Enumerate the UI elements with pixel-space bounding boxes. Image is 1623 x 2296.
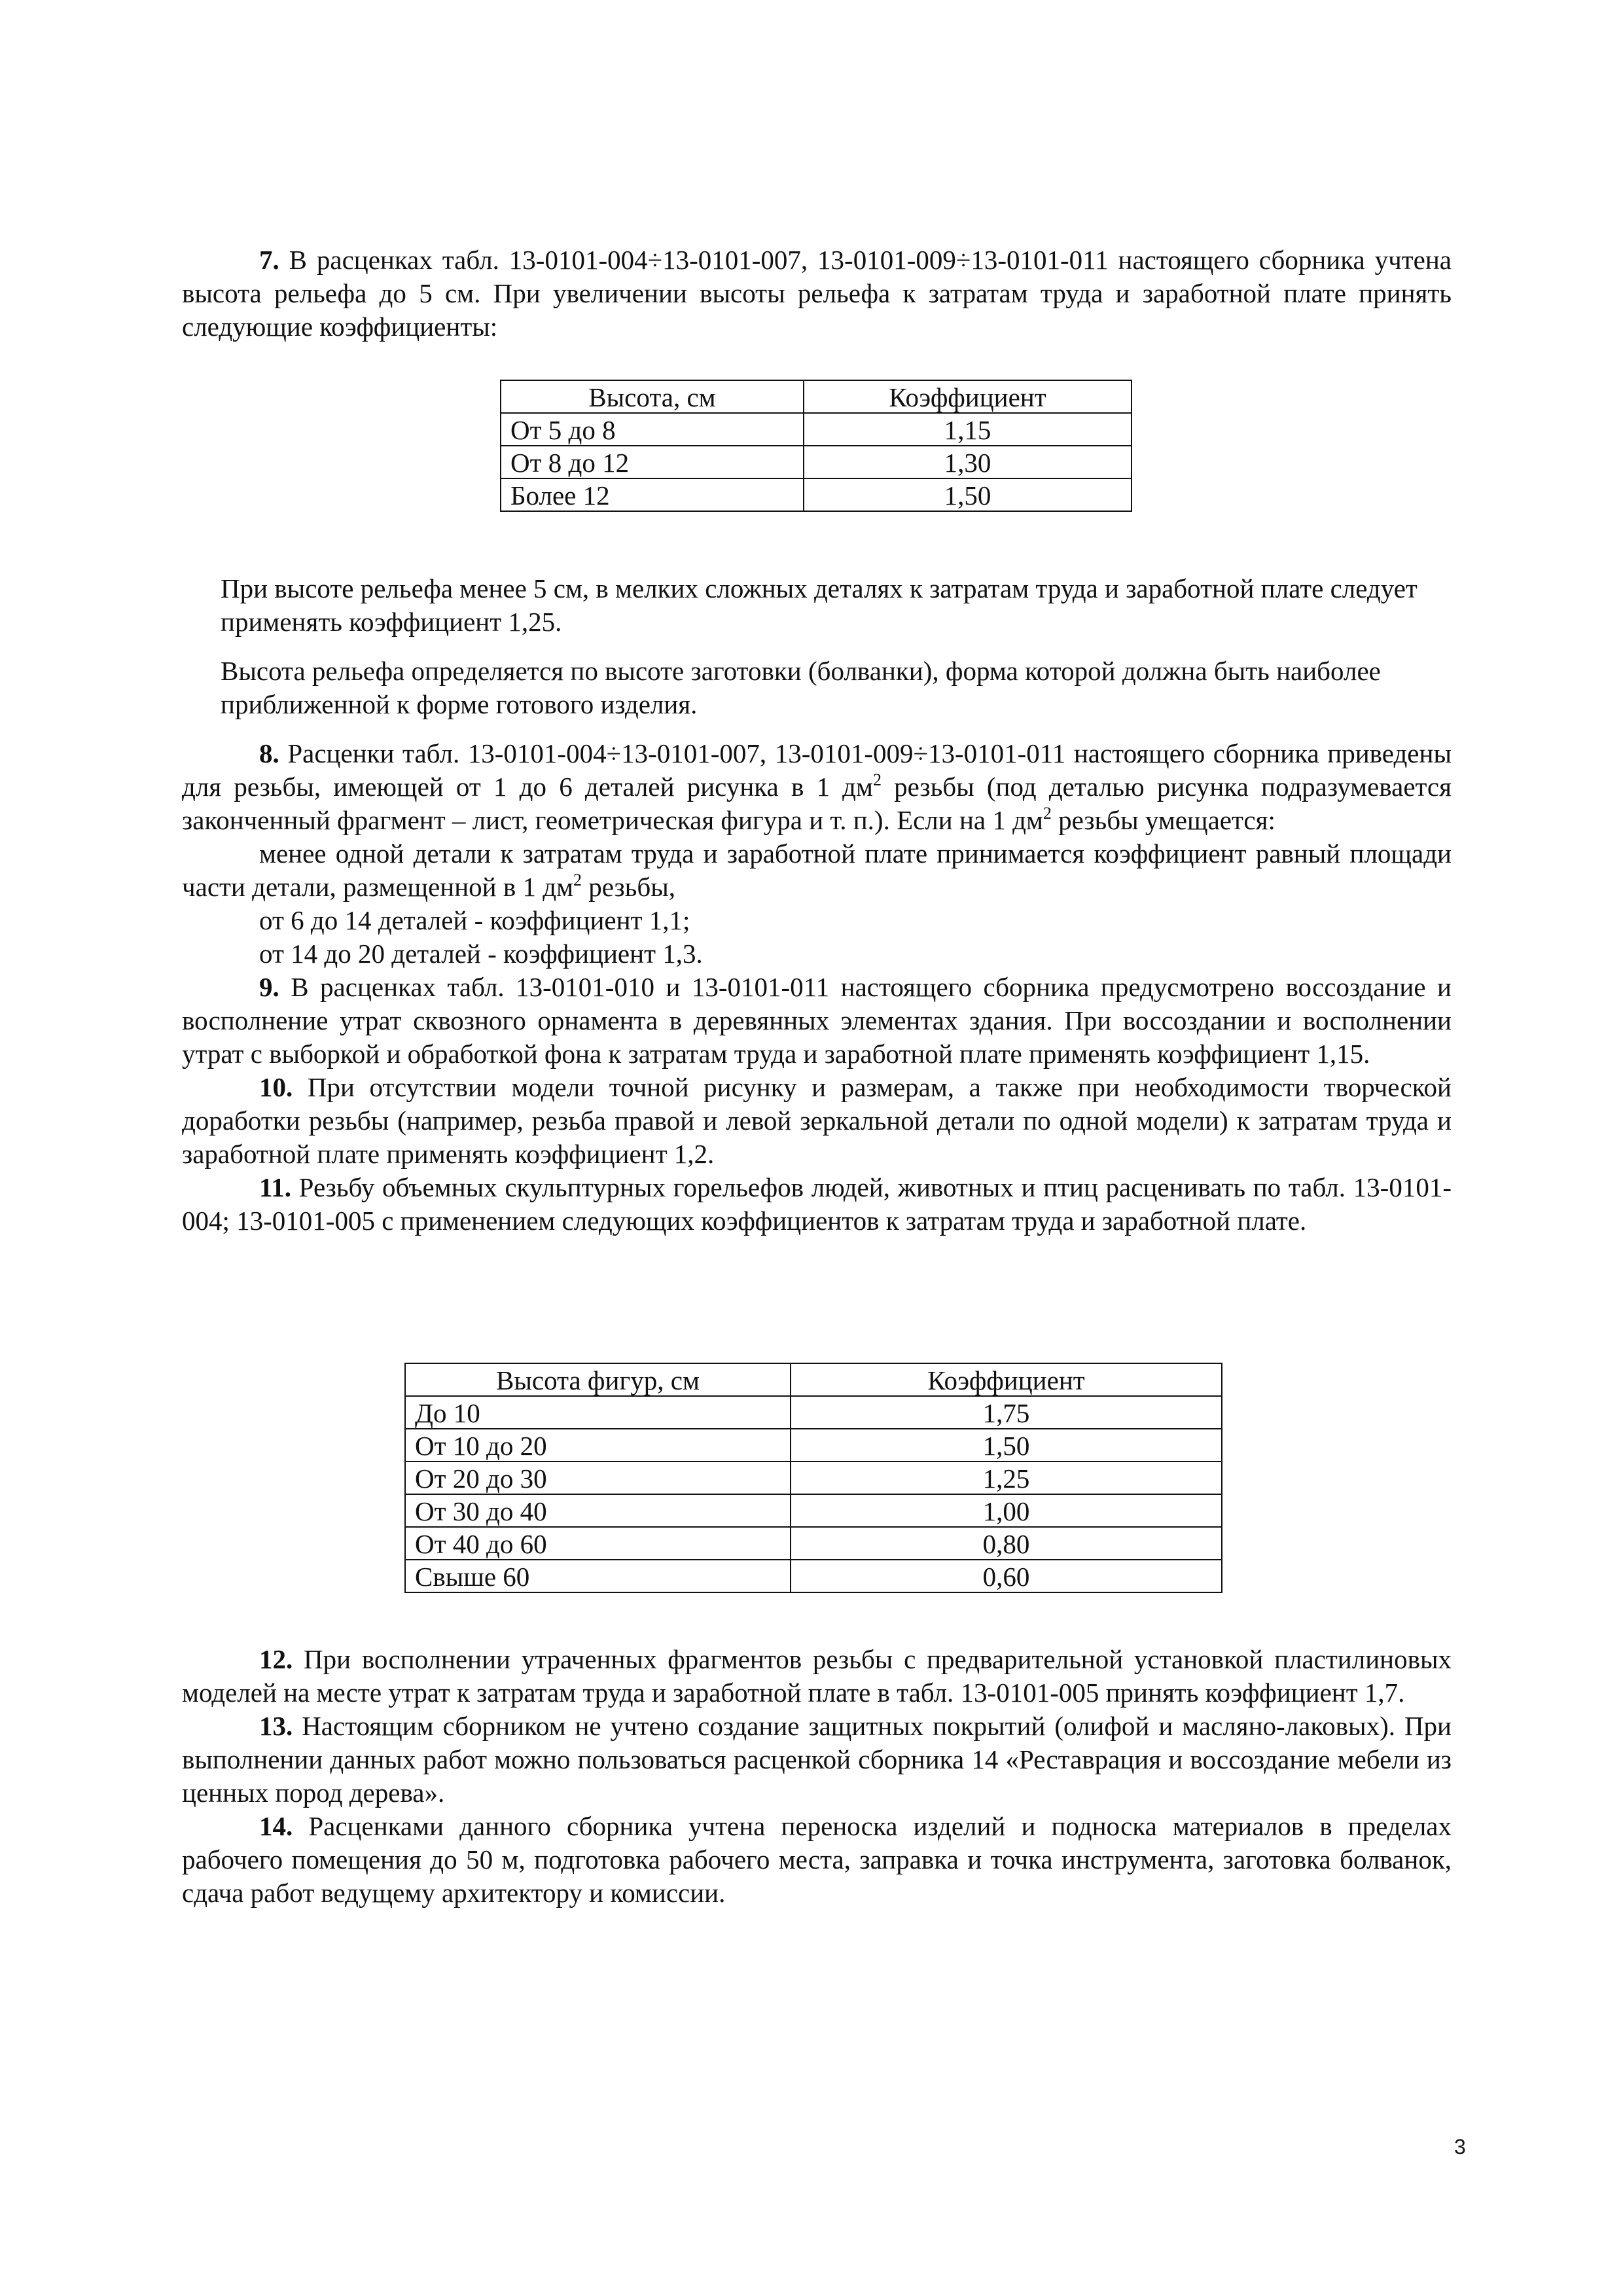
- table-cell: До 10: [405, 1396, 791, 1429]
- table-cell: 1,00: [791, 1494, 1222, 1527]
- paragraph-9-text: В расценках табл. 13-0101-010 и 13-0101-011 настоящего сборника предусмотрено воссоздание и восполнение утрат сквозного орнамента в деревянных элементах здания. При воссоздании и восполнении утрат с выборкой и обработкой фона к затратам труда и заработной плате применять коэффициент 1,15.: [182, 972, 1452, 1069]
- table-cell: Более 12: [501, 478, 804, 511]
- paragraph-8-text: Расценки табл. 13-0101-004÷13-0101-007, 13-0101-009÷13-0101-011 настоящего сборника приведены для резьбы, имеющей от 1 до 6 деталей рисунка в 1 дм: [182, 738, 1452, 802]
- table-row: [501, 446, 1132, 478]
- page-number: 3: [1454, 2135, 1466, 2159]
- paragraph-13-number: 13.: [259, 1711, 293, 1741]
- table-header-cell: Высота, см: [501, 380, 804, 413]
- table-row: [405, 1527, 1222, 1560]
- table-cell: От 40 до 60: [405, 1527, 791, 1560]
- table-cell: 0,60: [791, 1560, 1222, 1592]
- table-cell: Свыше 60: [405, 1560, 791, 1592]
- table-row: [405, 1429, 1222, 1462]
- note-relief-height: [221, 655, 1438, 721]
- list-item: от 6 до 14 деталей - коэффициент 1,1;: [259, 905, 690, 935]
- table-header-row: [501, 380, 1132, 413]
- paragraph-14-text: Расценками данного сборника учтена переноска изделий и подноска материалов в пределах рабочего помещения до 50 м, подготовка рабочего места, заправка и точка инструмента, заготовка болванок, сдача работ ведущему архитектору и комиссии.: [182, 1811, 1452, 1908]
- table-cell: 1,75: [791, 1396, 1222, 1429]
- table-header-cell: Высота фигур, см: [405, 1363, 791, 1396]
- relief-height-table: [500, 380, 1132, 512]
- table-row: [405, 1494, 1222, 1527]
- table-header-row: [405, 1363, 1222, 1396]
- table-cell: От 30 до 40: [405, 1494, 791, 1527]
- table-cell: От 5 до 8: [501, 413, 804, 446]
- table-cell: От 10 до 20: [405, 1429, 791, 1462]
- table-cell: От 8 до 12: [501, 446, 804, 478]
- list-item: менее одной детали к затратам труда и заработной плате принимается коэффициент равный площади части детали, размещенной в 1 дм: [182, 838, 1452, 902]
- table-row: [405, 1560, 1222, 1592]
- table-header-cell: Коэффициент: [791, 1363, 1222, 1396]
- paragraph-13-text: Настоящим сборником не учтено создание защитных покрытий (олифой и масляно-лаковых). При выполнении данных работ можно пользоваться расценкой сборника 14 «Реставрация и воссоздание мебели из ценных пород дерева».: [182, 1711, 1452, 1808]
- table-cell: 1,50: [804, 478, 1132, 511]
- table-cell: 1,50: [791, 1429, 1222, 1462]
- note-relief-small: [221, 572, 1438, 639]
- paragraph-8-number: 8.: [259, 738, 279, 768]
- note-text: При высоте рельефа менее 5 см, в мелких сложных деталях к затратам труда и заработной плате следует применять коэффициент 1,25.: [221, 573, 1418, 637]
- paragraph-7: [182, 243, 1452, 344]
- table-cell: 1,25: [791, 1462, 1222, 1494]
- table-cell: 0,80: [791, 1527, 1222, 1560]
- paragraph-7-text: В расценках табл. 13-0101-004÷13-0101-007, 13-0101-009÷13-0101-011 настоящего сборника учтена высота рельефа до 5 см. При увеличении высоты рельефа к затратам труда и заработной плате принять следующие коэффициенты:: [182, 245, 1452, 342]
- table-row: [405, 1396, 1222, 1429]
- paragraph-14-number: 14.: [259, 1811, 293, 1841]
- list-item: резьбы,: [582, 872, 676, 902]
- superscript: 2: [1043, 804, 1052, 823]
- paragraph-8-text: резьбы (под деталью рисунка подразумевается законченный фрагмент – лист, геометрическая фигура и т. п.). Если на 1 дм: [182, 772, 1452, 835]
- list-item: от 14 до 20 деталей - коэффициент 1,3.: [259, 939, 703, 969]
- table-cell: 1,15: [804, 413, 1132, 446]
- note-text: Высота рельефа определяется по высоте заготовки (болванки), форма которой должна быть наиболее приближенной к форме готового изделия.: [221, 656, 1381, 719]
- paragraphs-12-14: [182, 1643, 1452, 1910]
- paragraph-8: [182, 737, 1452, 1238]
- paragraph-10-text: При отсутствии модели точной рисунку и размерам, а также при необходимости творческой доработки резьбы (например, резьба правой и левой зеркальной детали по одной модели) к затратам труда и заработной плате применять коэффициент 1,2.: [182, 1072, 1452, 1169]
- superscript: 2: [872, 770, 882, 789]
- figure-height-table: [404, 1363, 1222, 1593]
- table-cell: 1,30: [804, 446, 1132, 478]
- paragraph-12-text: При восполнении утраченных фрагментов резьбы с предварительной установкой пластилиновых моделей на месте утрат к затратам труда и заработной плате в табл. 13-0101-005 принять коэффициент 1,7.: [182, 1644, 1452, 1708]
- paragraph-11-text: Резьбу объемных скульптурных горельефов людей, животных и птиц расценивать по табл. 13-0101-004; 13-0101-005 с применением следующих коэффициентов к затратам труда и заработной плате.: [182, 1172, 1452, 1236]
- table-row: [501, 413, 1132, 446]
- superscript: 2: [573, 870, 582, 889]
- paragraph-8-text: резьбы умещается:: [1051, 805, 1275, 835]
- table-row: [405, 1462, 1222, 1494]
- table-header-cell: Коэффициент: [804, 380, 1132, 413]
- paragraph-11-number: 11.: [259, 1172, 291, 1202]
- paragraph-10-number: 10.: [259, 1072, 293, 1102]
- paragraph-7-number: 7.: [259, 245, 279, 275]
- paragraph-12-number: 12.: [259, 1644, 293, 1674]
- paragraph-9-number: 9.: [259, 972, 279, 1002]
- table-row: [501, 478, 1132, 511]
- table-cell: От 20 до 30: [405, 1462, 791, 1494]
